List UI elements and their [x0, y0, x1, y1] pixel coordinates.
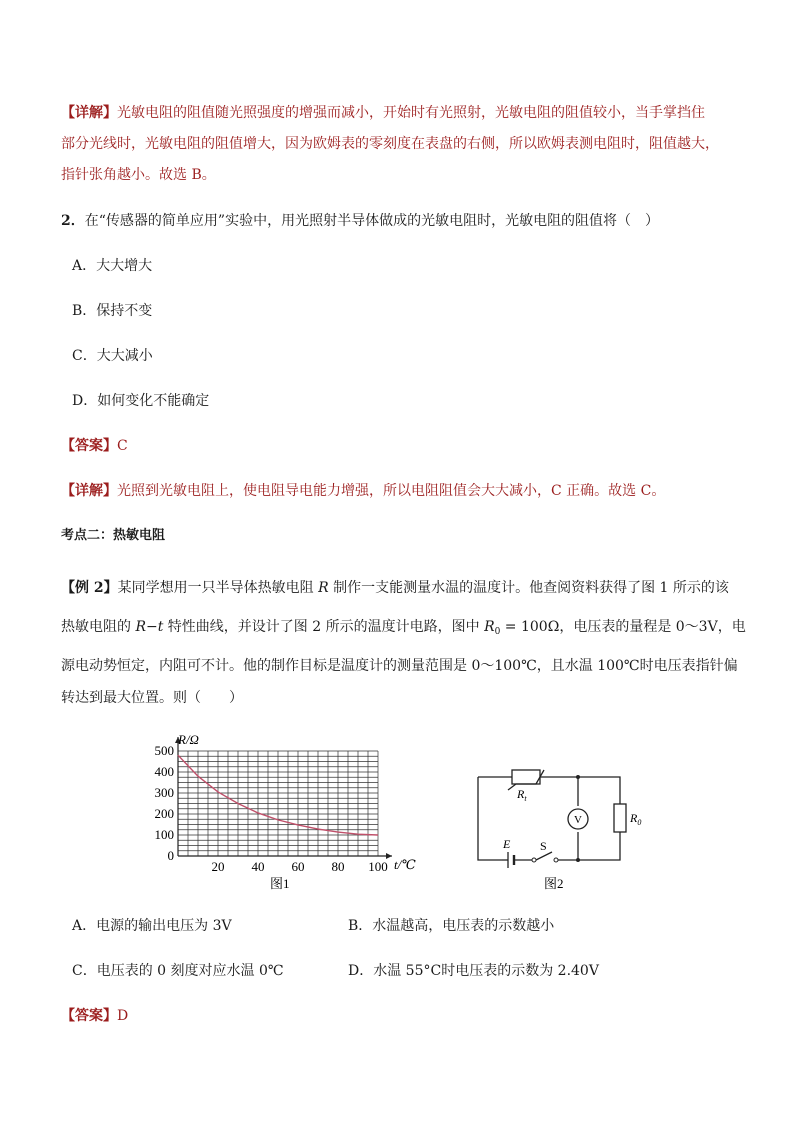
voltmeter-label: V	[574, 814, 582, 826]
section-heading: 考点二：热敏电阻	[61, 528, 166, 543]
rt-label: $R_t$	[517, 787, 527, 803]
answer-value: D	[117, 1008, 129, 1024]
detail-1-line-3: 指针张角越小。故选 B。	[61, 167, 216, 183]
example-2-line-1: 【例 2】某同学想用一只半导体热敏电阻 R 制作一支能测量水温的温度计。他查阅资料获得了图 1 所示的该	[61, 580, 729, 596]
example-2-answer	[61, 1006, 128, 1026]
x-tick-label: 40	[251, 859, 265, 874]
figure-2-caption: 图2	[544, 876, 564, 891]
y-tick-label: 200	[154, 806, 174, 821]
r0-label: $R_0$	[630, 811, 642, 827]
question-2-option-c: C．大大减小	[72, 348, 153, 364]
detail-1-line-1: 【详解】光敏电阻的阻值随光照强度的增强而减小，开始时有光照射，光敏电阻的阻值较小，当手掌挡住	[61, 105, 705, 121]
x-tick-label: 60	[291, 859, 305, 874]
detail-label: 【详解】	[61, 105, 117, 121]
answer-value: C	[117, 438, 128, 454]
y-axis-label: R/Ω	[178, 732, 199, 747]
example-2-line-2: 热敏电阻的 R−t 特性曲线，并设计了图 2 所示的温度计电路，图中 $R_0 = 100\Omega$，电压表的量程是 0～3V，电	[61, 619, 746, 637]
figure-1-caption: 图1	[270, 876, 290, 891]
example-2-option-a: A．电源的输出电压为 3V	[72, 918, 232, 934]
question-2-option-a: A．大大增大	[72, 258, 153, 274]
x-tick-label: 80	[331, 859, 345, 874]
figure-2-circuit	[470, 760, 640, 895]
x-axis-label: t/℃	[394, 857, 416, 872]
x-tick-label: 20	[211, 859, 225, 874]
figure-1-chart	[140, 725, 430, 895]
answer-label: 【答案】	[61, 1008, 117, 1024]
y-tick-label: 0	[167, 848, 174, 863]
question-2-stem: 2．在“传感器的简单应用”实验中，用光照射半导体做成的光敏电阻时，光敏电阻的阻值将（ ）	[61, 213, 660, 229]
answer-label: 【答案】	[61, 438, 117, 454]
question-2-option-d: D．如何变化不能确定	[72, 393, 210, 409]
x-tick-label: 100	[368, 859, 388, 874]
question-number: 2．	[61, 213, 85, 229]
example-2-line-4: 转达到最大位置。则（ ）	[61, 690, 243, 706]
example-2-line-3: 源电动势恒定，内阻可不计。他的制作目标是温度计的测量范围是 0～100℃，且水温 100℃时电压表指针偏	[61, 658, 738, 674]
example-2-option-c: C．电压表的 0 刻度对应水温 0℃	[72, 963, 284, 979]
y-tick-label: 300	[154, 785, 174, 800]
question-2-detail: 【详解】光照到光敏电阻上，使电阻导电能力增强，所以电阻阻值会大大减小，C 正确。故选 C。	[61, 483, 666, 499]
question-2-answer	[61, 436, 128, 456]
y-tick-label: 400	[154, 764, 174, 779]
question-2-option-b: B．保持不变	[72, 303, 153, 319]
switch-label: S	[540, 839, 547, 853]
example-2-option-d: D．水温 55°C时电压表的示数为 2.40V	[348, 963, 599, 979]
example-2-option-b: B．水温越高，电压表的示数越小	[348, 918, 555, 934]
battery-label: E	[503, 837, 511, 851]
y-tick-label: 500	[154, 743, 174, 758]
example-label: 【例 2】	[61, 580, 118, 596]
y-tick-label: 100	[154, 827, 174, 842]
detail-1-line-2: 部分光线时，光敏电阻的阻值增大，因为欧姆表的零刻度在表盘的右侧，所以欧姆表测电阻时，阻值越大，	[61, 136, 719, 152]
detail-label: 【详解】	[61, 483, 117, 499]
